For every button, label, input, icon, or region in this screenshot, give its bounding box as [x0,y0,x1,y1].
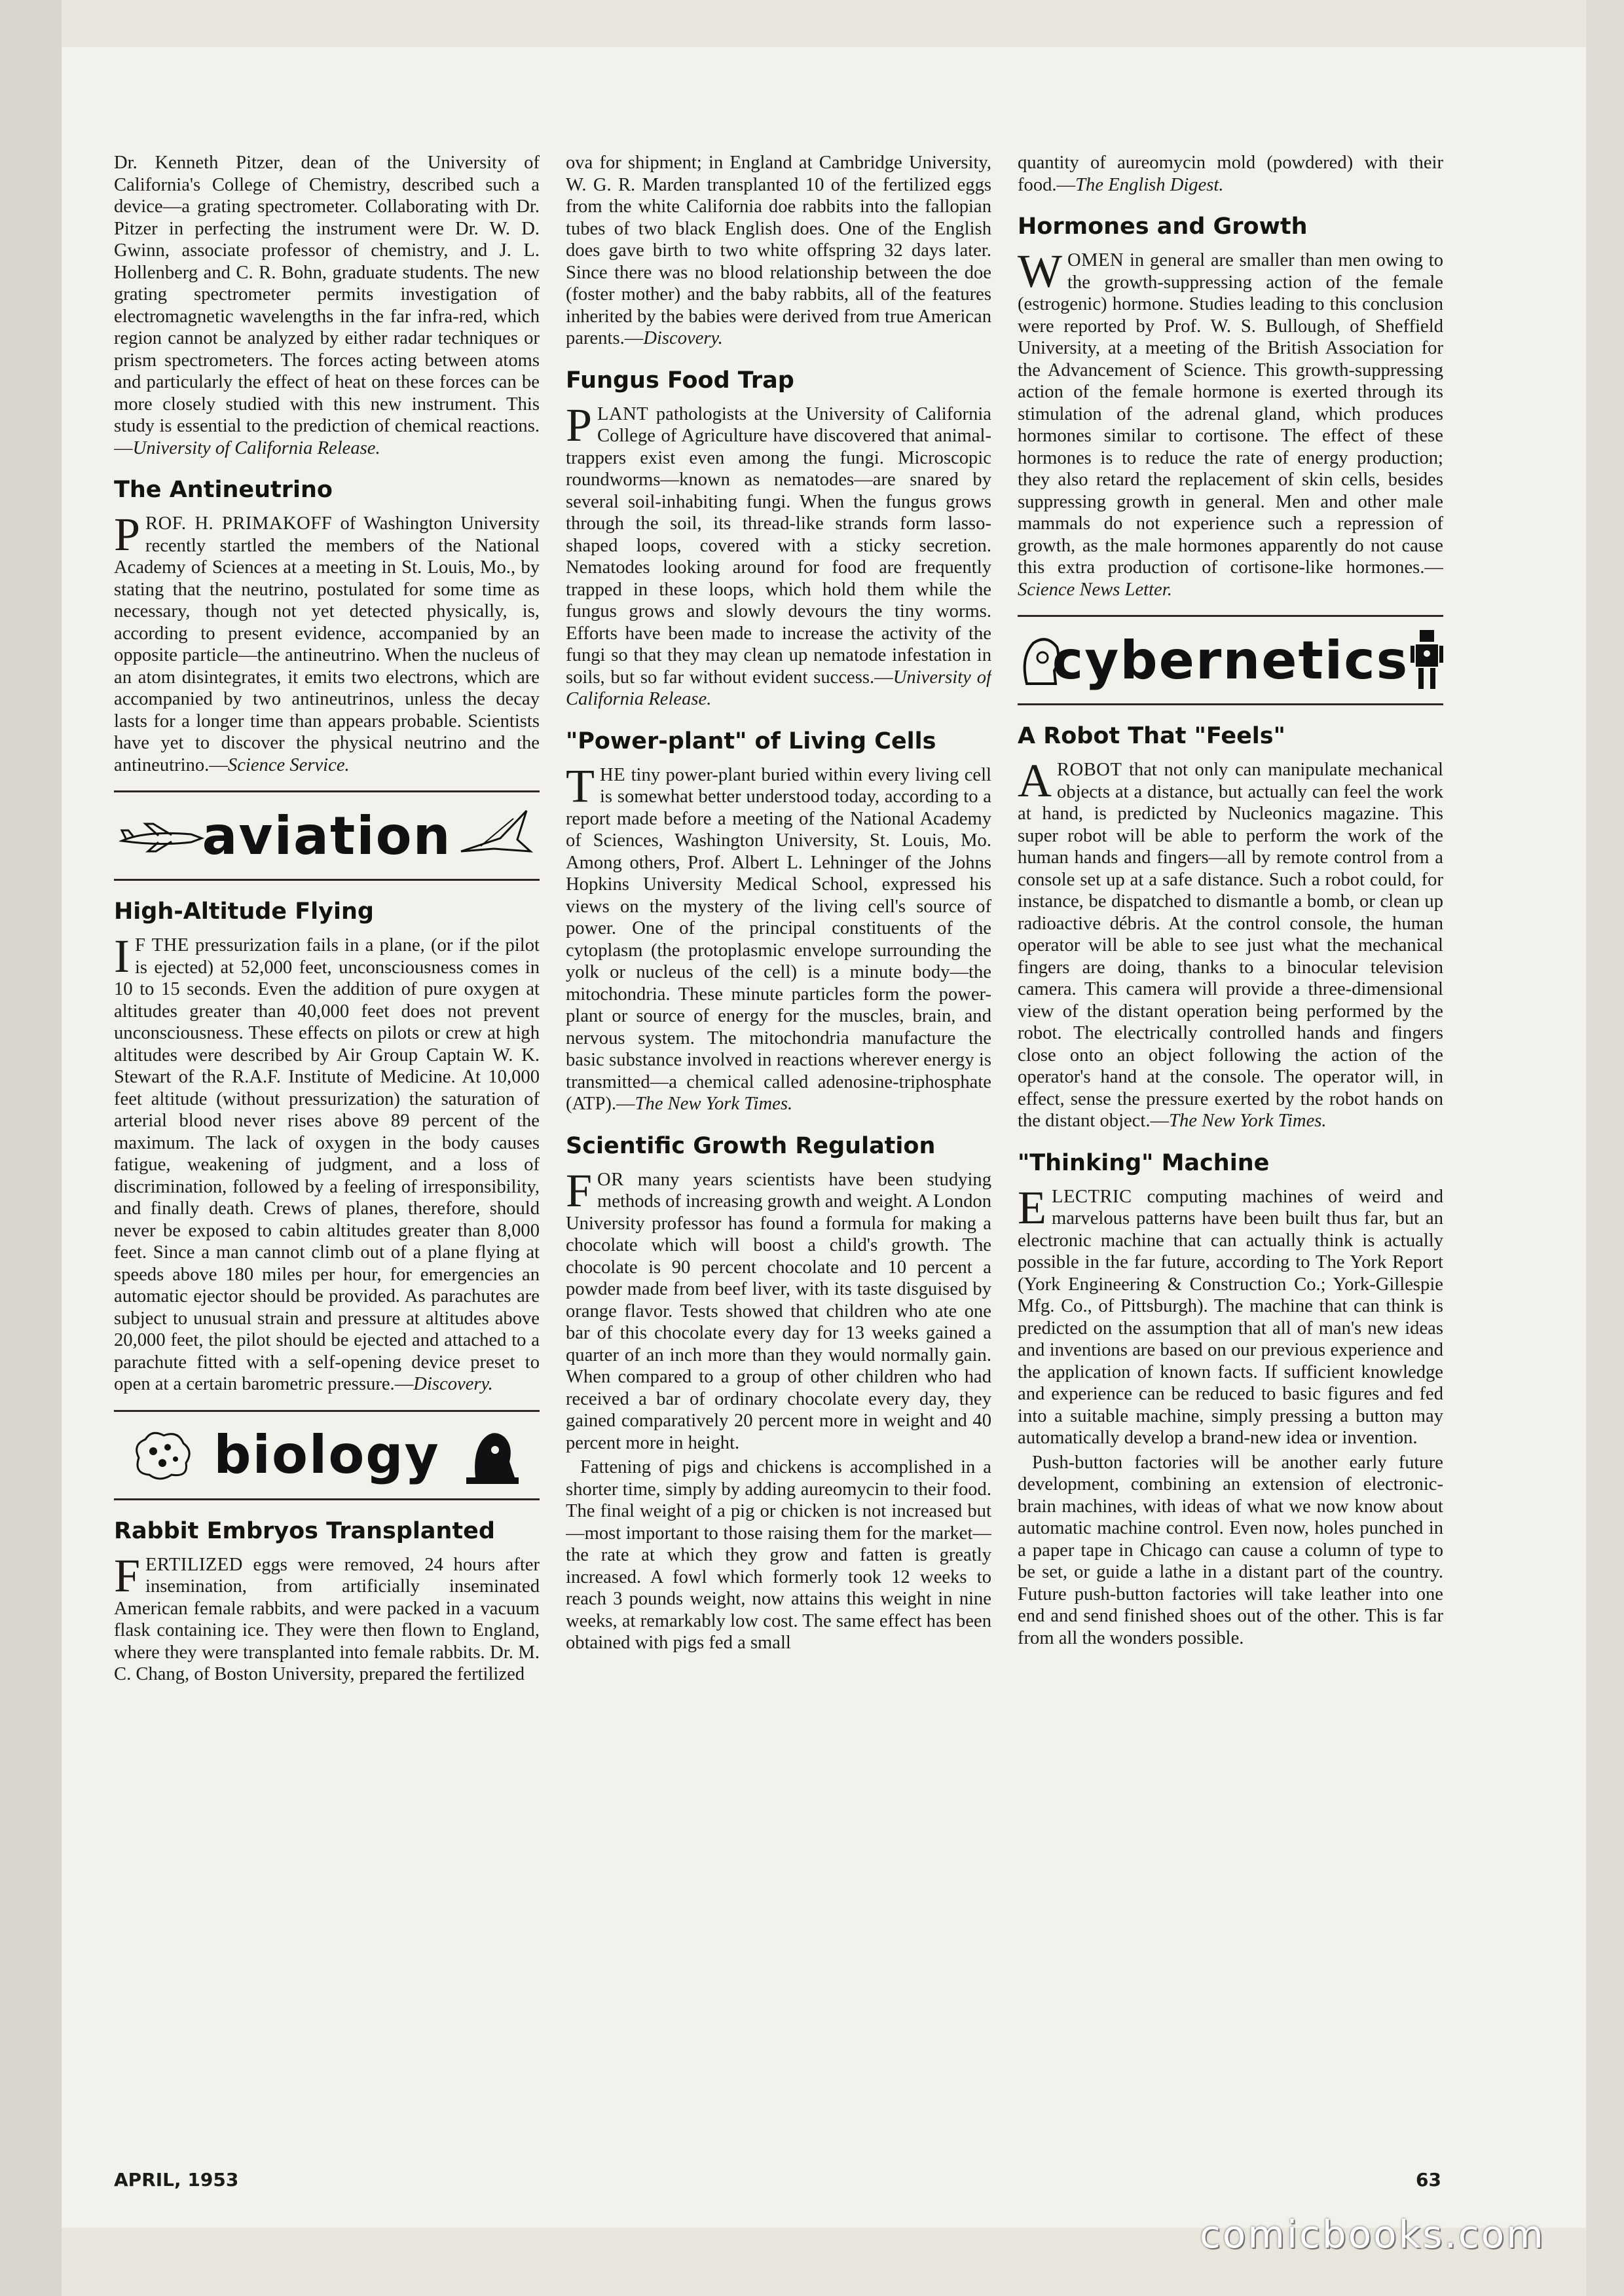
article-pitzer-paragraph: Dr. Kenneth Pitzer, dean of the University of California's College of Chemistry, described such a device—a grating spectrometer. Collaborating with Dr. Pitzer in perfecting the instrument were Dr. W. D. Gwinn, associate professor of chemistry, and J. L. Hollenberg and C. R. Bohn, graduate students. The new grating spectrometer permits investigation of electromagnetic wavelengths in the far infra-red, which region cannot be analyzed by either radar techniques or prism spectrometers. The forces acting between atoms and particularly the effect of heat on these forces can be more closely studied with this new instrument. This study is essential to the prediction of chemical reactions.—University of California Release. [114,153,540,458]
article-aureomycin-continued: quantity of aureomycin mold (powdered) with their food.—The English Digest. [1018,153,1443,195]
heading-rabbit-embryos: Rabbit Embryos Transplanted [114,1517,495,1544]
primate-head-icon [462,1421,521,1487]
heading-hormones-growth: Hormones and Growth [1018,213,1308,240]
heading-thinking-machine: "Thinking" Machine [1018,1149,1270,1176]
article-power-plant: THE tiny power-plant buried within every living cell is somewhat better understood today, according to a report made before a meeting of the National Academy of Sciences, Washington University, St. Louis, Mo. Among others, Prof. Albert L. Lehninger of the Johns Hopkins University Medical School, expressed his views on the mystery of the living cell's source of power. One of the principal constituents of the cytoplasm (the protoplasmic envelope surrounding the yolk or nucleus of the cell) is a minute body—the mitochondria. These minute particles form the power-plant or source of energy for the muscles, brain, and nervous system. The mitochondria manufacture the basic substance involved in reactions wherever energy is transmitted—a chemical called adenosine-triphosphate (ATP).—The New York Times. [566,759,991,1114]
column-1 [114,152,540,2130]
article-rabbit-continued: ova for shipment; in England at Cambridge University, W. G. R. Marden transplanted 10 of the fertilized eggs from the white California doe rabbits into the fallopian tubes of two black English does. One of the English does gave birth to two white offspring 32 days later. Since there was no blood relationship between the doe (foster mother) and the baby rabbits, all of the features inherited by the babies were derived from true American parents.—Discovery. [566,153,991,348]
banner-title-biology: biology [213,1424,440,1485]
column-3 [1018,152,1443,2130]
article-fungus-food-trap: PLANT pathologists at the University of California College of Agriculture have discovered that animal-trappers exist even among the fungi. Microscopic roundworms—known as nematodes—are snared by several soil-inhabiting fungi. When the fungus grows through the soil, its thread-like strands form lasso-shaped loops, covered with a sticky secretion. Nematodes looking around for food are frequently trapped in these loops, which hold them while the fungus grows and slowly devours the tiny worms. Efforts have been made to increase the activity of the fungi so that they may clean up nematode infestation in soils, but so far without evident success.—University of California Release. [566,398,991,709]
heading-high-altitude: High-Altitude Flying [114,898,374,925]
heading-fungus-food-trap: Fungus Food Trap [566,367,794,394]
section-banner-biology [114,1410,540,1500]
amoeba-icon [126,1425,198,1484]
article-growth-regulation: FOR many years scientists have been studying methods of increasing growth and weight. A London University professor has found a formula for making a chocolate which will boost a child's growth. The chocolate is 90 percent chocolate and 10 percent a powder made from beef liver, with its taste disguised by orange flavor. Tests showed that children who ate one bar of this chocolate every day for 13 weeks gained a quarter of an inch more than they would normally gain. When compared to a group of other children who had received a bar of ordinary chocolate every day, they gained comparatively 20 percent more in weight and 40 percent more in height. [566,1164,991,1453]
article-growth-regulation-p2: Fattening of pigs and chickens is accomplished in a shorter time, simply by adding aureomycin to their food. The final weight of a pig or chicken is not increased but—most important to those raising them for the market—the rate at which they grow and fatten is greatly increased. A fowl which formerly took 12 weeks to reach 3 pounds weight, now attains this weight in nine weeks, at remarkably low cost. The same effect has been obtained with pigs fed a small [566,1457,991,1653]
footer-page-number: 63 [1416,2169,1441,2191]
robot-figure-icon [1411,627,1443,693]
watermark-logo: comicbooks.com [1200,2212,1545,2257]
section-banner-aviation [114,790,540,881]
page-right-edge [1586,0,1624,2296]
jet-icon-right [454,805,533,864]
banner-title-cybernetics: cybernetics [1052,629,1409,691]
section-banner-cybernetics [1018,615,1443,705]
article-antineutrino: PROF. H. PRIMAKOFF of Washington University recently startled the members of the National Academy of Sciences at a meeting in St. Louis, Mo., by stating that the neutrino, postulated for some time as necessary, though not yet detected physically, is, according to present evidence, accompanied by an opposite particle—the antineutrino. When the nucleus of an atom disintegrates, it emits two electrons, which are accompanied by two antineutrinos, unless the decay lasts for a longer time than appears probable. Scientists have yet to discover the physical neutrino and the antineutrino.—Science Service. [114,508,540,775]
banner-title-aviation: aviation [202,805,452,866]
heading-antineutrino: The Antineutrino [114,477,333,503]
heading-robot-feels: A Robot That "Feels" [1018,723,1285,749]
magazine-page [62,47,1586,2228]
article-thinking-machine-p2: Push-button factories will be another early future development, combining an extension of electronic-brain machines, with ideas of what we now know about automatic machine control. Even now, holes punched in a paper tape in Chicago can cause a column of type to be set, or guide a lathe in a distant part of the country. Future push-button factories will take leather into one end and send finished shoes out of the other. This is far from all the wonders possible. [1018,1452,1443,1648]
robot-head-profile-icon [1018,631,1063,690]
article-robot-feels: A ROBOT that not only can manipulate mechanical objects at a distance, but actually can feel the work at hand, is predicted by Nucleonics magazine. This super robot will be able to perform the work of the human hands and fingers—all by remote control from a console set up at a safe distance. Such a robot could, for instance, be dispatched to dismantle a bomb, or clean up radioactive débris. At the control console, the human operator will be able to see just what the mechanical fingers are doing, thanks to a binocular television camera. This camera will provide a three-dimensional view of the distant operation being performed by the robot. The electrically controlled hands and fingers close onto an object following the action of the operator's hand at the console. The operator will, in effect, sense the pressure exerted by the robot hands on the distant object.—The New York Times. [1018,754,1443,1131]
heading-power-plant: "Power-plant" of Living Cells [566,728,936,754]
article-rabbit-embryos: FERTILIZED eggs were removed, 24 hours after insemination, from artificially inseminated American female rabbits, and were packed in a vacuum flask containing ice. They were then flown to England, where they were transplanted into female rabbits. Dr. M. C. Chang, of Boston University, prepared the fertilized [114,1549,540,1684]
heading-growth-regulation: Scientific Growth Regulation [566,1132,936,1159]
article-hormones-growth: WOMEN in general are smaller than men owing to the growth-suppressing action of the female (estrogenic) hormone. Studies leading to this conclusion were reported by Prof. W. S. Bullough, of Sheffield University, at a meeting of the British Association for the Advancement of Science. This growth-suppressing action of the female hormone is exerted through its stimulation of the adrenal gland, which produces hormones similar to cortisone. The effect of these hormones is to reduce the rate of energy production; they also retard the replacement of skin cells, besides suppressing growth in general. Men and other male mammals do not experience such a repression of growth, as the male hormones apparently do not cause this extra production of cortisone-like hormones.—Science News Letter. [1018,245,1443,600]
article-high-altitude: I F THE pressurization fails in a plane, (or if the pilot is ejected) at 52,000 feet, unconsciousness comes in 10 to 15 seconds. Even the addition of pure oxygen at altitudes greater than 40,000 feet does not prevent unconsciousness. These effects on pilots or crew at high altitudes were described by Air Group Captain W. K. Stewart of the R.A.F. Institute of Medicine. At 10,000 feet altitude (without pressurization) the saturation of arterial blood never rises above 89 percent of the maximum. The lack of oxygen in the body causes fatigue, weakening of judgment, and a loss of discrimination, followed by a feeling of irresponsibility, and finally death. Crews of planes, therefore, should never be exposed to cabin altitudes greater than 8,000 feet. Since a man cannot climb out of a plane flying at speeds above 180 miles per hour, for emergencies an automatic ejector should be provided. As parachutes are subject to unusual strain and pressure at altitudes above 20,000 feet, the pilot should be ejected and attached to a parachute fitted with a self-opening device preset to open at a certain barometric pressure.—Discovery. [114,930,540,1394]
column-2 [566,152,991,2130]
airplane-icon-left [119,816,204,855]
article-thinking-machine: ELECTRIC computing machines of weird and marvelous patterns have been built thus far, but an electronic machine that can actually think is actually possible in the far future, according to The York Report (York Engineering & Construction Co.; York-Gillespie Mfg. Co., of Pittsburgh). The machine that can think is predicted on the assumption that all of man's new ideas and inventions are based on our previous experience and the application of known facts. If sufficient knowledge and experience can be reduced to basic figures and fed into a suitable machine, simply pressing a button may automatically develop a brand-new idea or invention. [1018,1181,1443,1448]
page-left-shadow [0,0,62,2296]
footer-date: APRIL, 1953 [114,2169,239,2191]
